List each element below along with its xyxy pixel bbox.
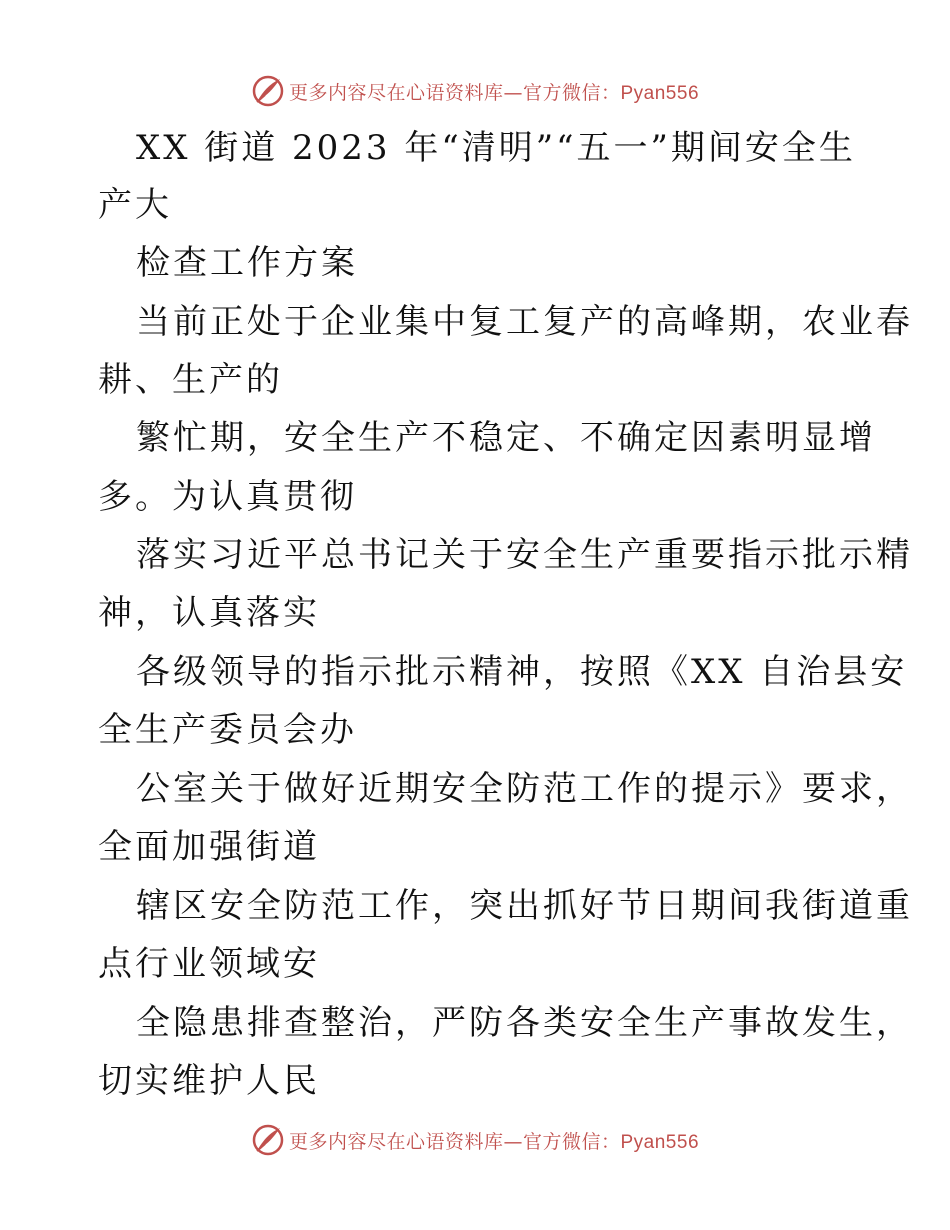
watermark-text: 更多内容尽在心语资料库—官方微信：	[288, 1130, 621, 1153]
document-title-line-1: XX 街道 2023 年“清明”“五一”期间安全生	[136, 128, 856, 168]
watermark-wechat-id: Pyan556	[620, 82, 700, 104]
watermark-wechat-id: Pyan556	[620, 1131, 700, 1153]
paragraph-line: 全面加强街道	[98, 827, 320, 867]
feather-pen-logo-icon	[251, 1123, 285, 1157]
paragraph-line: 全隐患排查整治，严防各类安全生产事故发生，	[136, 1003, 913, 1043]
document-title-line-2: 产大	[98, 185, 172, 225]
paragraph-line: 各级领导的指示批示精神，按照《XX 自治县安	[136, 652, 908, 692]
paragraph-line: 公室关于做好近期安全防范工作的提示》要求，	[136, 769, 913, 809]
paragraph-line: 耕、生产的	[98, 360, 283, 400]
paragraph-line: 神，认真落实	[98, 593, 320, 633]
paragraph-line: 点行业领域安	[98, 944, 320, 984]
paragraph-line: 全生产委员会办	[98, 710, 357, 750]
document-title-line-3: 检查工作方案	[136, 243, 358, 283]
paragraph-line: 落实习近平总书记关于安全生产重要指示批示精	[136, 535, 913, 575]
paragraph-line: 繁忙期，安全生产不稳定、不确定因素明显增	[136, 418, 876, 458]
watermark-text: 更多内容尽在心语资料库—官方微信：	[288, 81, 621, 104]
paragraph-line: 切实维护人民	[98, 1061, 320, 1101]
footer-watermark	[0, 1120, 950, 1160]
paragraph-line: 辖区安全防范工作，突出抓好节日期间我街道重	[136, 886, 913, 926]
feather-pen-logo-icon	[251, 74, 285, 108]
paragraph-line: 当前正处于企业集中复工复产的高峰期，农业春	[136, 302, 913, 342]
header-watermark	[0, 71, 950, 111]
paragraph-line: 多。为认真贯彻	[98, 477, 357, 517]
